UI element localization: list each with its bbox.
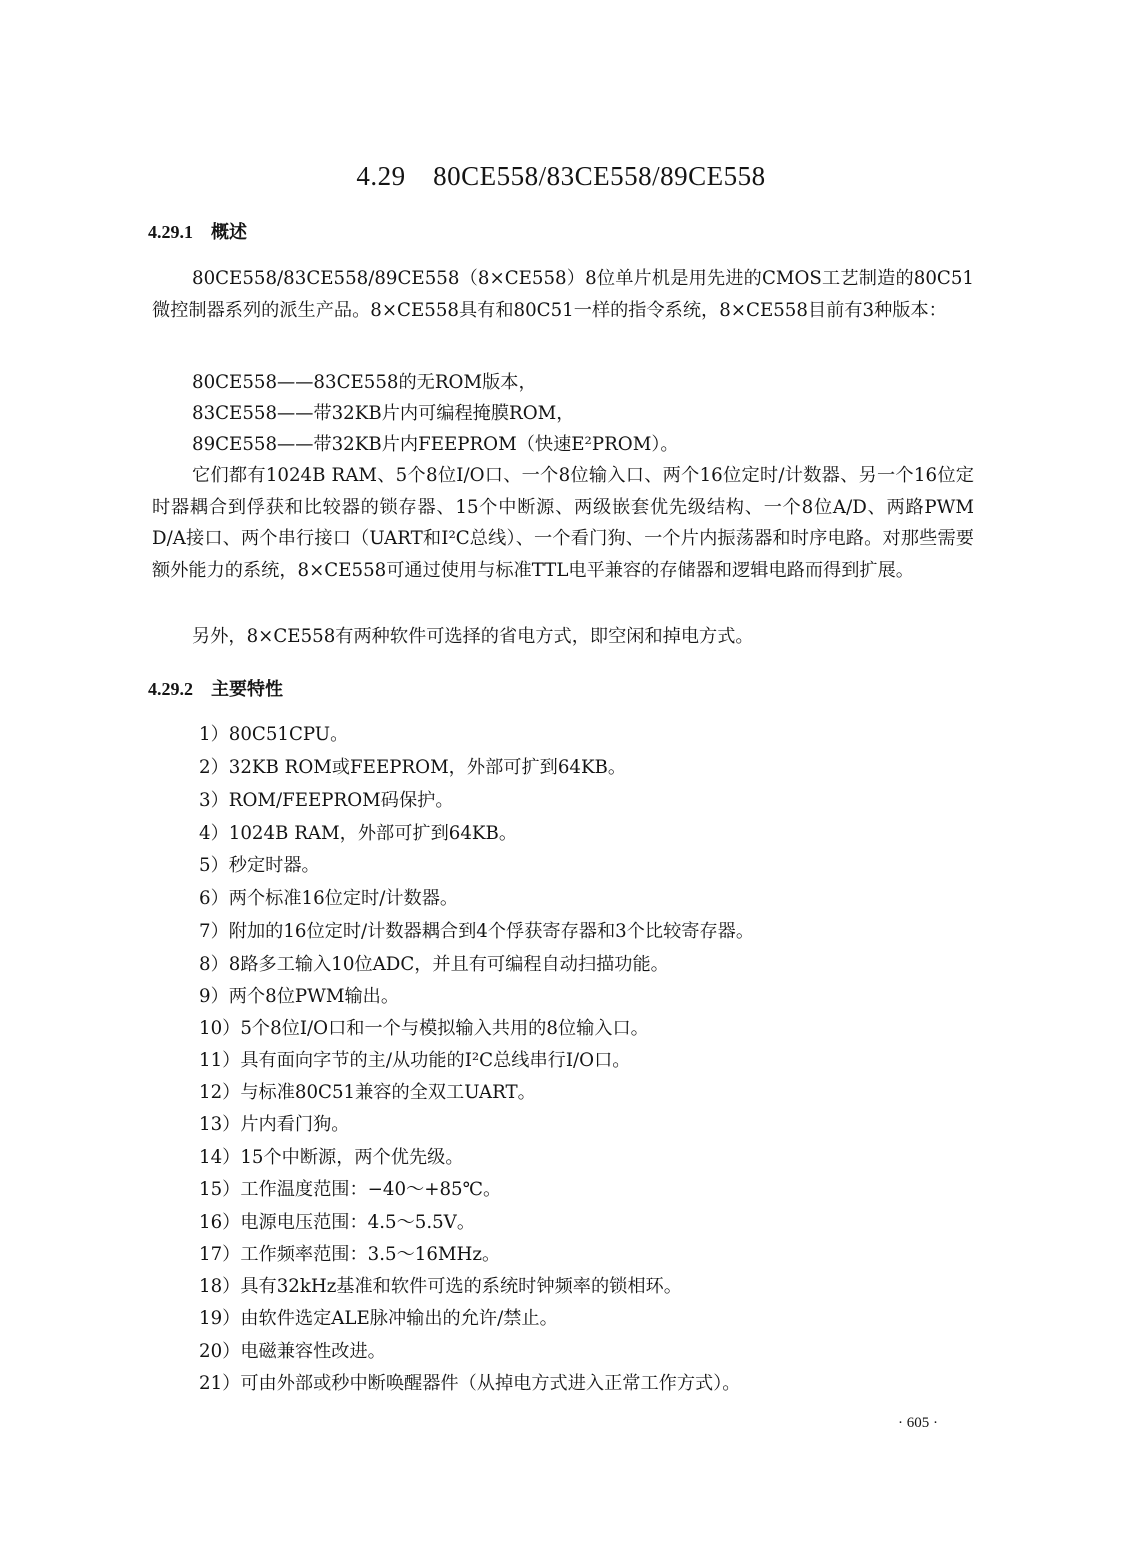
section-number: 4.29.1 <box>148 222 193 242</box>
section-number: 4.29.2 <box>148 679 193 699</box>
section-heading-overview <box>148 218 247 244</box>
feature-item: 14）15个中断源，两个优先级。 <box>199 1147 464 1168</box>
feature-item: 20）电磁兼容性改进。 <box>199 1341 386 1362</box>
feature-item: 5）秒定时器。 <box>199 855 320 876</box>
version-item: 89CE558——带32KB片内FEEPROM（快速E²PROM）。 <box>192 434 679 455</box>
feature-item: 2）32KB ROM或FEEPROM，外部可扩到64KB。 <box>199 757 627 778</box>
feature-item: 13）片内看门狗。 <box>199 1114 350 1135</box>
feature-item: 15）工作温度范围：−40～+85℃。 <box>199 1179 502 1200</box>
feature-item: 17）工作频率范围：3.5～16MHz。 <box>199 1244 501 1265</box>
chapter-title: 4.29 80CE558/83CE558/89CE558 <box>356 161 766 191</box>
version-item: 83CE558——带32KB片内可编程掩膜ROM， <box>192 403 575 424</box>
feature-item: 6）两个标准16位定时/计数器。 <box>199 888 459 909</box>
intro-paragraph: 80CE558/83CE558/89CE558（8×CE558）8位单片机是用先进的CMOS工艺制造的80C51微控制器系列的派生产品。8×CE558具有和80C51一样的指令系统，8×CE558目前有3种版本： <box>152 268 974 321</box>
section-title: 主要特性 <box>211 679 283 700</box>
feature-item: 21）可由外部或秒中断唤醒器件（从掉电方式进入正常工作方式）。 <box>199 1373 741 1394</box>
feature-item: 4）1024B RAM，外部可扩到64KB。 <box>199 823 518 844</box>
feature-item: 10）5个8位I/O口和一个与模拟输入共用的8位输入口。 <box>199 1018 649 1039</box>
feature-item: 8）8路多工输入10位ADC，并且有可编程自动扫描功能。 <box>199 954 669 975</box>
feature-item: 18）具有32kHz基准和软件可选的系统时钟频率的锁相环。 <box>199 1276 682 1297</box>
power-modes-paragraph: 另外，8×CE558有两种软件可选择的省电方式，即空闲和掉电方式。 <box>192 626 754 647</box>
feature-item: 1）80C51CPU。 <box>199 724 349 745</box>
feature-item: 19）由软件选定ALE脉冲输出的允许/禁止。 <box>199 1308 558 1329</box>
feature-item: 3）ROM/FEEPROM码保护。 <box>199 790 454 811</box>
feature-item: 16）电源电压范围：4.5～5.5V。 <box>199 1212 476 1233</box>
feature-item: 11）具有面向字节的主/从功能的I²C总线串行I/O口。 <box>199 1050 631 1071</box>
feature-item: 12）与标准80C51兼容的全双工UART。 <box>199 1082 536 1103</box>
feature-item: 9）两个8位PWM输出。 <box>199 986 400 1007</box>
section-title: 概述 <box>211 222 247 243</box>
section-heading-features <box>148 675 283 701</box>
version-item: 80CE558——83CE558的无ROM版本， <box>192 372 537 393</box>
page-number: · 605 · <box>898 1415 938 1431</box>
features-summary-paragraph: 它们都有1024B RAM、5个8位I/O口、一个8位输入口、两个16位定时/计数器、另一个16位定时器耦合到俘获和比较器的锁存器、15个中断源、两级嵌套优先级结构、一个8位A/D、两路PWM D/A接口、两个串行接口（UART和I²C总线）、一个看门狗、一个片内振荡器和时序电路。对那些需要额外能力的系统，8×CE558可通过使用与标准TTL电平兼容的存储器和逻辑电路而得到扩展。 <box>152 465 974 581</box>
feature-item: 7）附加的16位定时/计数器耦合到4个俘获寄存器和3个比较寄存器。 <box>199 921 755 942</box>
